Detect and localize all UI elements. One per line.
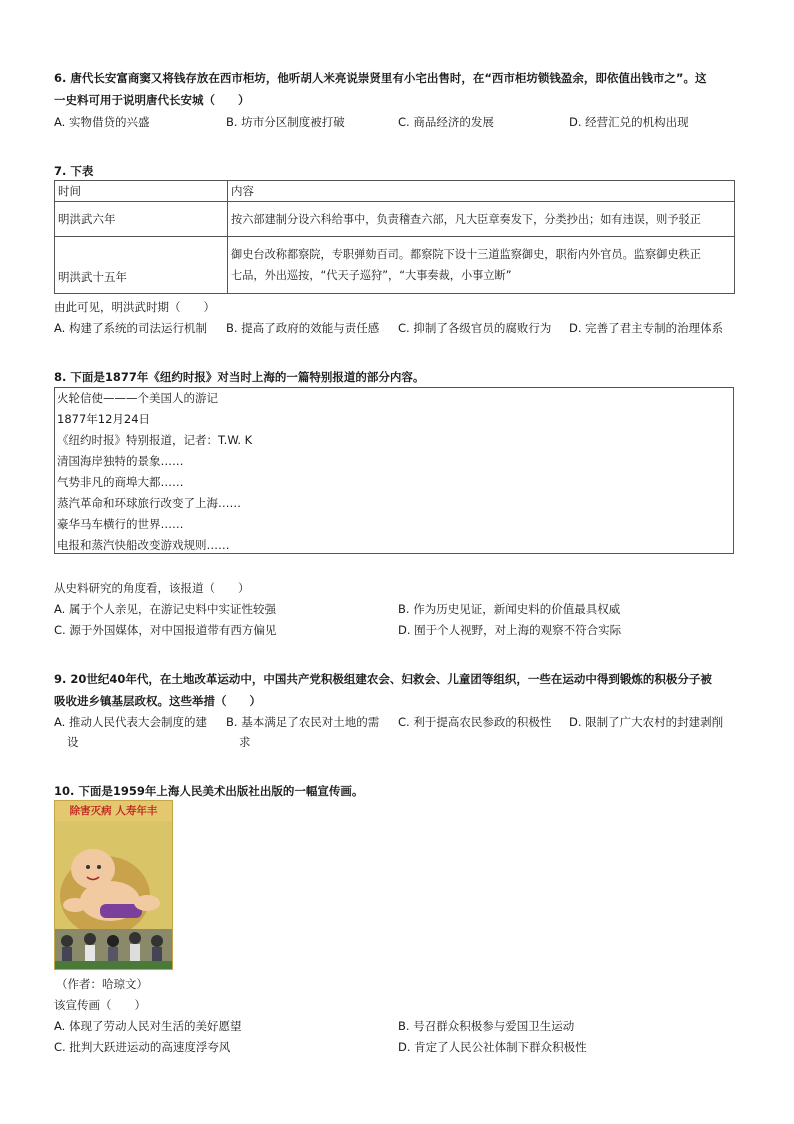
source-line: 蒸汽革命和环球旅行改变了上海…… — [57, 496, 241, 510]
q6-stem-line2: 一史料可用于说明唐代长安城（ ） — [54, 93, 250, 107]
table-cell-time: 明洪武六年 — [55, 202, 228, 237]
poster-illustration — [55, 801, 172, 969]
table-header-row — [55, 181, 735, 202]
q8-option-a[interactable]: A. 属于个人亲见，在游记史料中实证性较强 — [54, 602, 276, 616]
source-line: 清国海岸独特的景象…… — [57, 454, 184, 468]
q10-author: （作者：哈琼文） — [56, 977, 148, 991]
source-line: 1877年12月24日 — [57, 412, 151, 426]
q10-title: 10. 下面是1959年上海人民美术出版社出版的一幅宣传画。 — [54, 784, 364, 798]
source-line: 电报和蒸汽快船改变游戏规则…… — [57, 538, 230, 552]
q9-option-b-line2: 求 — [239, 735, 251, 749]
table-cell-time: 明洪武十五年 — [55, 237, 228, 294]
poster-banner-text: 除害灭病 人寿年丰 — [55, 801, 172, 821]
source-line: 气势非凡的商埠大都…… — [57, 475, 184, 489]
q8-option-c[interactable]: C. 源于外国媒体，对中国报道带有西方偏见 — [54, 623, 277, 637]
q9-option-a-line1: A. 推动人民代表大会制度的建 — [54, 715, 207, 729]
q9-option-a-line2: 设 — [67, 735, 79, 749]
q6-option-a[interactable]: A. 实物借贷的兴盛 — [54, 115, 150, 129]
q6-option-d[interactable]: D. 经营汇兑的机构出现 — [569, 115, 689, 129]
q7-question: 由此可见，明洪武时期（ ） — [54, 300, 215, 314]
table-cell-content: 按六部建制分设六科给事中，负责稽查六部，凡大臣章奏发下，分类抄出；如有违误，则予驳正 — [228, 202, 735, 237]
table-cell-content-line2: 七品，外出巡按，“代天子巡狩”，“大事奏裁，小事立断” — [231, 269, 512, 282]
q7-table — [54, 180, 735, 294]
source-line: 豪华马车横行的世界…… — [57, 517, 184, 531]
table-row — [55, 202, 735, 237]
q8-source-box — [54, 387, 734, 554]
q8-question: 从史料研究的角度看，该报道（ ） — [54, 581, 250, 595]
table-header-time: 时间 — [55, 181, 228, 202]
q8-option-d[interactable]: D. 囿于个人视野，对上海的观察不符合实际 — [398, 623, 622, 637]
q7-option-c[interactable]: C. 抑制了各级官员的腐败行为 — [398, 321, 552, 335]
table-row — [55, 237, 735, 294]
q9-option-c[interactable]: C. 利于提高农民参政的积极性 — [398, 715, 552, 729]
q10-option-a[interactable]: A. 体现了劳动人民对生活的美好愿望 — [54, 1019, 242, 1033]
q7-option-a[interactable]: A. 构建了系统的司法运行机制 — [54, 321, 207, 335]
q8-option-b[interactable]: B. 作为历史见证，新闻史料的价值最具权威 — [398, 602, 621, 616]
q9-option-d[interactable]: D. 限制了广大农村的封建剥削 — [569, 715, 724, 729]
q6-stem-line1: 6. 唐代长安富商窦又将钱存放在西市柜坊，他听胡人米亮说崇贤里有小宅出售时，在“西市柜坊锁钱盈余，即依值出钱市之”。这 — [54, 71, 707, 85]
q7-title: 7. 下表 — [54, 164, 94, 178]
q10-option-d[interactable]: D. 肯定了人民公社体制下群众积极性 — [398, 1040, 587, 1054]
q9-option-b-line1: B. 基本满足了农民对土地的需 — [226, 715, 380, 729]
q8-title: 8. 下面是1877年《纽约时报》对当时上海的一篇特别报道的部分内容。 — [54, 370, 425, 384]
q10-option-b[interactable]: B. 号召群众积极参与爱国卫生运动 — [398, 1019, 575, 1033]
q6-option-b[interactable]: B. 坊市分区制度被打破 — [226, 115, 345, 129]
q10-option-c[interactable]: C. 批判大跃进运动的高速度浮夸风 — [54, 1040, 231, 1054]
q7-option-b[interactable]: B. 提高了政府的效能与责任感 — [226, 321, 380, 335]
propaganda-poster-image — [54, 800, 173, 970]
q9-stem-line1: 9. 20世纪40年代，在土地改革运动中，中国共产党积极组建农会、妇救会、儿童团等组织，一些在运动中得到锻炼的积极分子被 — [54, 672, 712, 686]
table-cell-content-line1: 御史台改称都察院，专职弹劾百司。都察院下设十三道监察御史，职衔内外官员。监察御史秩正 — [231, 248, 701, 261]
q9-stem-line2: 吸收进乡镇基层政权。这些举措（ ） — [54, 694, 261, 708]
q10-question: 该宣传画（ ） — [54, 998, 146, 1012]
q9-option-a[interactable] — [54, 714, 207, 750]
source-line: 火轮信使———个美国人的游记 — [57, 391, 218, 405]
source-line: 《纽约时报》特别报道，记者：T.W. K — [57, 433, 253, 447]
q6-option-c[interactable]: C. 商品经济的发展 — [398, 115, 494, 129]
q9-option-b[interactable] — [226, 714, 379, 750]
q7-option-d[interactable]: D. 完善了君主专制的治理体系 — [569, 321, 724, 335]
table-header-content: 内容 — [228, 181, 735, 202]
table-cell-content — [228, 237, 735, 294]
